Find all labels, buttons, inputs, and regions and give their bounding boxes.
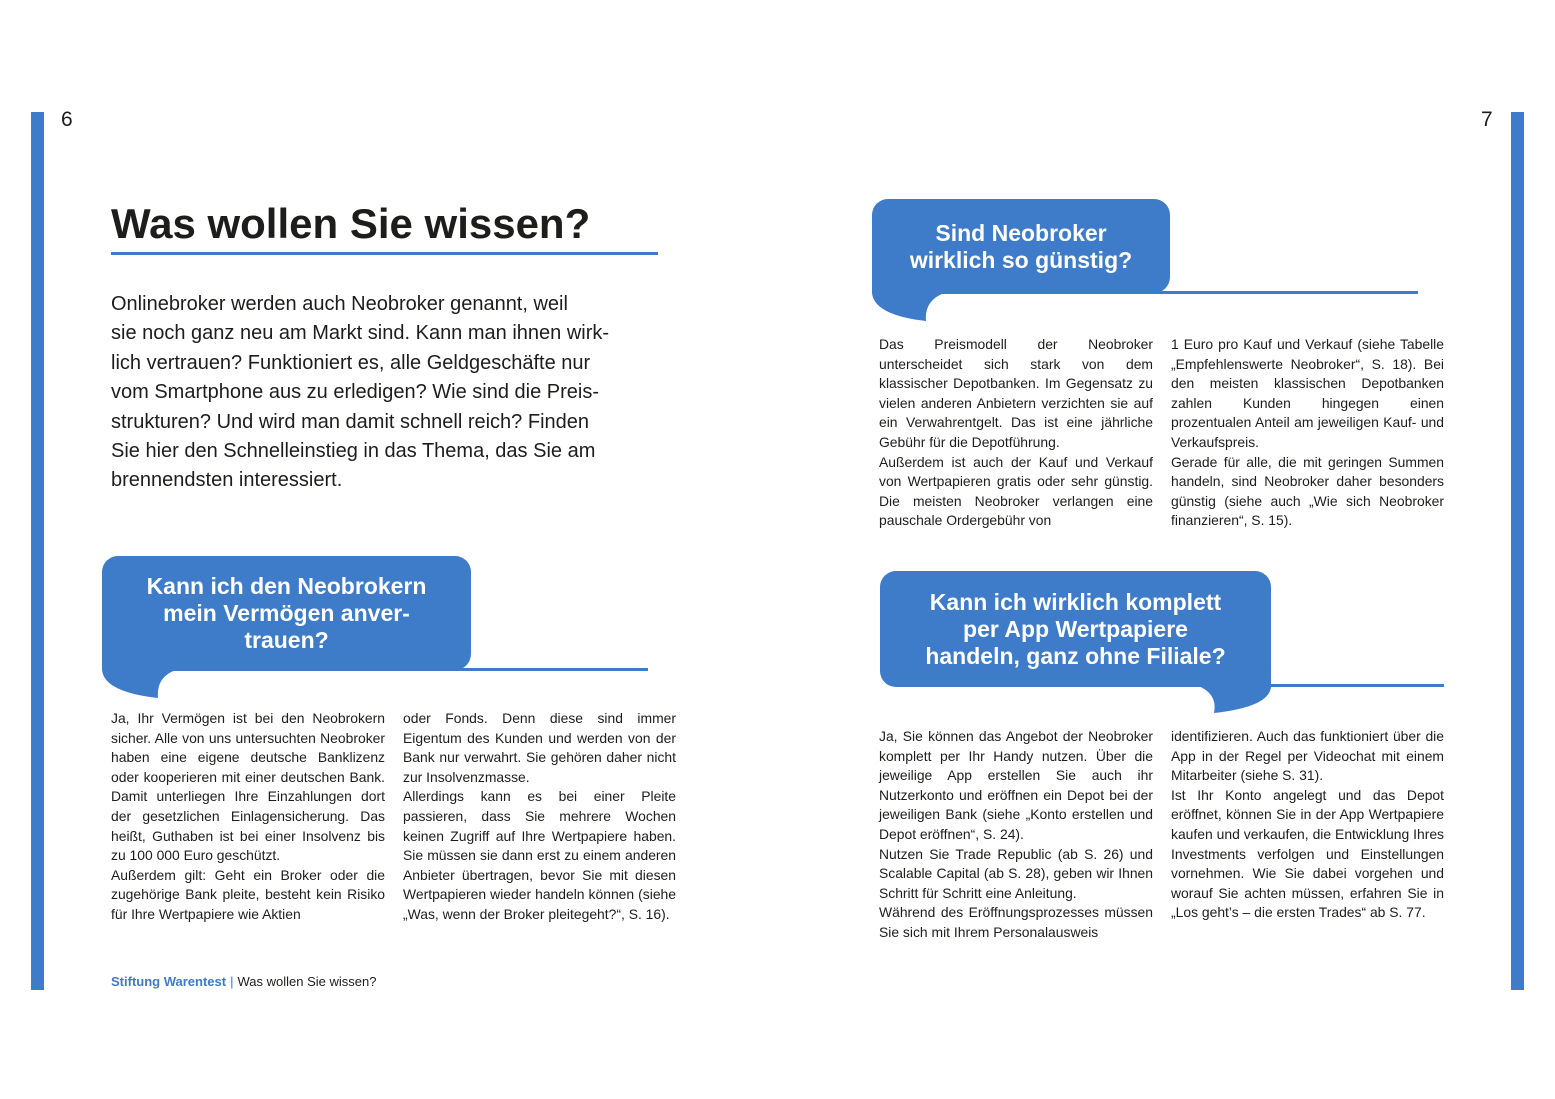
trust-question-heading: [102, 573, 471, 654]
app-text-column-2: [1171, 727, 1444, 923]
paragraph: identifizieren. Auch das funktioniert über die App in der Regel per Videochat mit einem Mitarbeiter (siehe S. 31).: [1171, 728, 1444, 784]
paragraph: Ja, Sie können das Angebot der Neobroker komplett per Ihr Handy nutzen. Über die jeweilige App erstellen Sie auch ihr Nutzerkonto und eröffnen ein Depot bei der jeweiligen Bank (siehe „Konto erstellen und Depot eröffnen“, S. 24).: [879, 728, 1153, 842]
intro-paragraph: [111, 290, 671, 496]
cheap-text-column-2: [1171, 335, 1444, 531]
app-heading-line: handeln, ganz ohne Filiale?: [925, 643, 1226, 669]
trust-heading-line: mein Vermögen anver-: [163, 600, 410, 626]
trust-heading-line: Kann ich den Neobrokern: [146, 573, 427, 599]
app-heading-line: per App Wertpapiere: [963, 616, 1188, 642]
trust-heading-line: trauen?: [244, 627, 329, 653]
paragraph: oder Fonds. Denn diese sind immer Eigentum des Kunden und werden von der Bank nur verwahrt. Sie gehören daher nicht zur Insolvenzmasse.: [403, 710, 676, 785]
cheap-text-column-1: [879, 335, 1153, 531]
paragraph: Allerdings kann es bei einer Pleite passieren, dass Sie mehrere Wochen keinen Zugriff auf Ihre Wertpapiere haben. Sie müssen sie dann erst zu einem anderen Anbieter übertragen, bevor Sie mit diesen Wertpapieren wieder handeln können (siehe „Was, wenn der Broker pleitegeht?“, S. 16).: [403, 788, 676, 922]
app-question-heading: [880, 589, 1271, 670]
intro-line: brennendsten interessiert.: [111, 469, 343, 492]
paragraph: Außerdem gilt: Geht ein Broker oder die zugehörige Bank pleite, besteht kein Risiko für Ihre Wertpapiere wie Aktien: [111, 866, 385, 922]
page-number-right: 7: [1481, 108, 1493, 131]
left-margin-bar: [31, 112, 44, 990]
footer-separator: |: [230, 974, 234, 989]
paragraph: Das Preismodell der Neobroker unterscheidet sich stark von dem klassischer Depotbanken. Im Gegensatz zu vielen anderen Anbietern verzichten sie auf ein Verwahrentgelt. Das ist eine jährliche Gebühr für die Depotführung.: [879, 336, 1153, 450]
app-text-column-1: [879, 727, 1153, 943]
cheap-question-heading: [872, 220, 1170, 274]
intro-line: lich vertrauen? Funktioniert es, alle Geldgeschäfte nur: [111, 351, 591, 374]
cheap-heading-line: wirklich so günstig?: [909, 247, 1133, 273]
paragraph: Gerade für alle, die mit geringen Summen handeln, sind Neobroker daher besonders günstig (siehe auch „Wie sich Neobroker finanzieren“, S. 15).: [1171, 453, 1444, 529]
paragraph: 1 Euro pro Kauf und Verkauf (siehe Tabelle „Empfehlenswerte Neobroker“, S. 18). Bei den meisten klassischen Depotbanken zahlen Kunden hingegen einen prozentualen Anteil am jeweiligen Kauf- und Verkaufspreis.: [1171, 336, 1444, 450]
intro-line: Sie hier den Schnelleinstieg in das Thema, das Sie am: [111, 440, 596, 463]
footer-chapter: Was wollen Sie wissen?: [237, 974, 377, 989]
paragraph: Ja, Ihr Vermögen ist bei den Neobrokern sicher. Alle von uns untersuchten Neobroker haben eine eigene deutsche Banklizenz oder kooperieren mit einer deutschen Bank. Damit unterliegen Ihre Einzahlungen dort der gesetzlichen Einlagensicherung. Das heißt, Guthaben ist bei einer Insolvenz bis zu 100 000 Euro geschützt.: [111, 710, 385, 864]
paragraph: Ist Ihr Konto angelegt und das Depot eröffnet, können Sie in der App Wertpapiere kaufen und verkaufen, die Entwicklung Ihres Investments verfolgen und Einstellungen vornehmen. Wie Sie dabei vorgehen und worauf Sie achten müssen, erfahren Sie in „Los geht’s – die ersten Trades“ ab S. 77.: [1171, 786, 1444, 921]
intro-line: strukturen? Und wird man damit schnell reich? Finden: [111, 410, 589, 433]
intro-line: sie noch ganz neu am Markt sind. Kann man ihnen wirk-: [111, 322, 610, 345]
paragraph: Während des Eröffnungsprozesses müssen Sie sich mit Ihrem Personalausweis: [879, 904, 1153, 940]
paragraph: Außerdem ist auch der Kauf und Verkauf von Wertpapieren gratis oder sehr günstig. Die meisten Neobroker verlangen eine pauschale Ordergebühr von: [879, 453, 1153, 529]
app-heading-line: Kann ich wirklich komplett: [929, 589, 1222, 615]
title-underline: [111, 252, 658, 255]
cheap-heading-line: Sind Neobroker: [935, 220, 1107, 246]
page-footer: [111, 974, 376, 990]
trust-text-column-2: [403, 709, 676, 925]
intro-line: Onlinebroker werden auch Neobroker genannt, weil: [111, 293, 568, 315]
footer-brand: Stiftung Warentest: [111, 974, 227, 989]
page-title: Was wollen Sie wissen?: [111, 200, 591, 247]
page-number-left: 6: [61, 108, 73, 131]
intro-line: vom Smartphone aus zu erledigen? Wie sind die Preis-: [111, 381, 600, 404]
trust-text-column-1: [111, 709, 385, 925]
right-margin-bar: [1511, 112, 1524, 990]
paragraph: Nutzen Sie Trade Republic (ab S. 26) und Scalable Capital (ab S. 28), geben wir Ihnen Schritt für Schritt eine Anleitung.: [879, 845, 1153, 901]
